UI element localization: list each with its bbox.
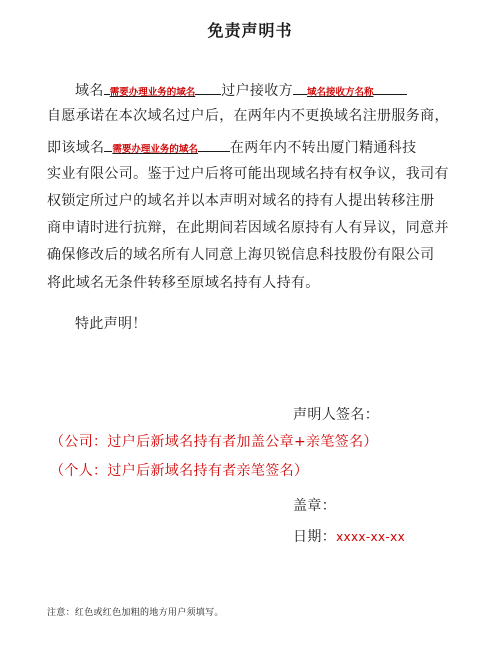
domain-fill-field-2[interactable]: 需要办理业务的域名: [112, 144, 198, 155]
date-label: 日期：: [293, 529, 337, 545]
closing-statement: 特此声明！: [75, 316, 147, 332]
paragraph-line-4: 实业有限公司。鉴于过户后将可能出现域名持有权争议，我司有: [47, 166, 449, 182]
paragraph-line-2: 自愿承诺在本次域名过户后，在两年内不更换域名注册服务商，: [47, 108, 449, 124]
personal-signature-note: （个人：过户后新域名持有者亲笔签名）: [50, 463, 309, 479]
receiver-fill-field[interactable]: 域名接收方名称: [306, 87, 374, 98]
paragraph-line-8: 将此域名无条件转移至原域名持有人持有。: [47, 275, 320, 291]
domain-label-2: 即该域名: [47, 140, 105, 156]
date-row: [293, 527, 405, 547]
paragraph-line-6: 商申请时进行抗辩，在此期间若因域名原持有人有异议，同意并: [47, 220, 449, 236]
signer-label: 声明人签名：: [293, 407, 380, 423]
transfer-clause: 在两年内不转出厦门精通科技: [229, 140, 417, 156]
footer-note: 注意：红色或红色加粗的地方用户须填写。: [47, 608, 224, 618]
paragraph-line-3: [47, 137, 457, 160]
company-signature-note: （公司：过户后新域名持有者加盖公章+亲笔签名）: [50, 434, 378, 450]
paragraph-line-5: 权锁定所过户的域名并以本声明对域名的持有人提出转移注册: [47, 193, 435, 209]
document-title: 免责声明书: [207, 21, 293, 40]
date-value-field[interactable]: xxxx-xx-xx: [336, 530, 406, 544]
domain-label: 域名: [75, 83, 104, 99]
domain-fill-field[interactable]: 需要办理业务的域名: [109, 87, 196, 98]
seal-label: 盖章：: [293, 498, 337, 514]
paragraph-line-1: [75, 80, 485, 103]
receiver-label: 过户接收方: [221, 83, 293, 99]
paragraph-line-7: 确保修改后的域名所有人同意上海贝锐信息科技股份有限公司: [47, 247, 435, 263]
